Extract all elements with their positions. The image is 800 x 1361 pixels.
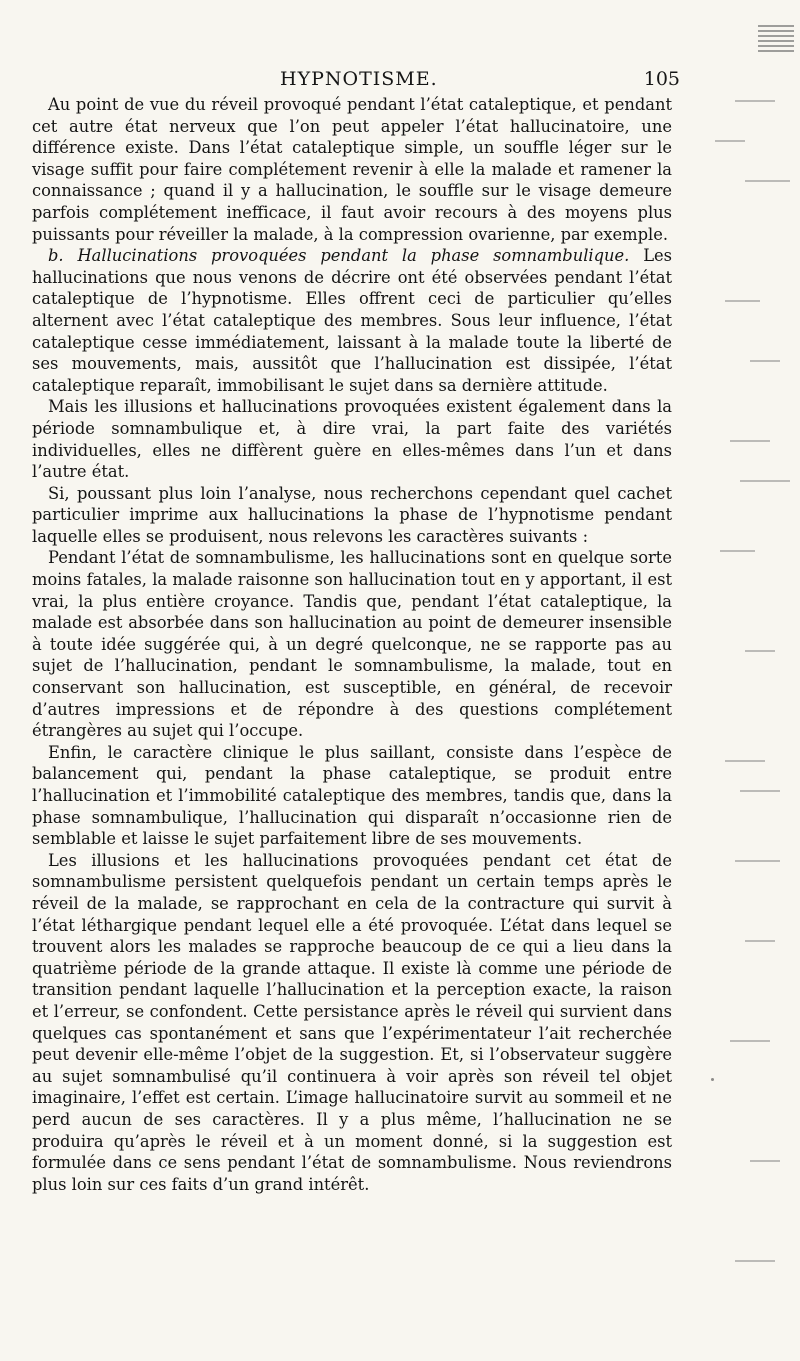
running-title: HYPNOTISME. — [280, 68, 438, 90]
ink-speck — [711, 1078, 714, 1081]
paragraph-2-text: Les hallucinations que nous venons de décrire ont été observées pendant l’état cataleptique de l’hypnotisme. Elles offrent ceci de particulier qu’elles alternent avec l’état cataleptique des membres. Sous leur influence, l’état cataleptique cesse immédiatement, laissant à la malade toute la liberté de ses mouvements, mais, aussitôt que l’hallucination est dissipée, l’état cataleptique reparaît, immobilisant le sujet dans sa dernière attitude. — [32, 246, 673, 395]
margin-mark — [735, 100, 775, 102]
margin-mark — [715, 140, 745, 142]
margin-mark — [725, 300, 760, 302]
margin-mark — [735, 1260, 775, 1262]
margin-mark — [725, 760, 765, 762]
margin-mark — [745, 940, 775, 942]
margin-mark — [730, 1040, 770, 1042]
margin-mark — [750, 360, 780, 362]
margin-mark — [740, 790, 780, 792]
section-label: b. — [48, 246, 64, 266]
bleed-through-margin — [705, 0, 800, 1361]
paragraph-4: Si, poussant plus loin l’analyse, nous recherchons cependant quel cachet particulier imprime aux hallucinations la phase de l’hypnotisme pendant laquelle elles se produisent, nous relevons les caractères suivants : — [32, 483, 672, 546]
paragraph-1: Au point de vue du réveil provoqué pendant l’état cataleptique, et pendant cet autre état nerveux que l’on peut appeler l’état hallucinatoire, une différence existe. Dans l’état cataleptique simple, un souffle léger sur le visage suffit pour faire complétement revenir à elle la malade et ramener la connaissance ; quand il y a hallucination, le souffle sur le visage demeure parfois complétement inefficace, il faut avoir recours à des moyens plus puissants pour réveiller la malade, à la compression ovarienne, par exemple. — [32, 95, 672, 244]
margin-mark — [735, 860, 780, 862]
paragraph-5: Pendant l’état de somnambulisme, les hallucinations sont en quelque sorte moins fatales, la malade raisonne son hallucination tout en y apportant, il est vrai, la plus entière croyance. Tandis que, pendant l’état cataleptique, la malade est absorbée dans son hallucination au point de demeurer insensible à toute idée suggérée qui, à un degré quelconque, ne se rapporte pas au sujet de l’hallucination, pendant le somnambulisme, la malade, tout en conservant son hallucination, est susceptible, en général, de recevoir d’autres impressions et de répondre à des questions complétement étrangères au sujet qui l’occupe. — [32, 548, 672, 741]
body-text — [32, 94, 672, 1195]
paragraph-7: Les illusions et les hallucinations provoquées pendant cet état de somnambulisme persistent quelquefois pendant un certain temps après le réveil de la malade, se rapprochant en cela de la contracture qui survit à l’état léthargique pendant lequel elle a été provoquée. L’état dans lequel se trouvent alors les malades se rapproche beaucoup de ce qui a lieu dans la quatrième période de la grande attaque. Il existe là comme une période de transition pendant laquelle l’hallucination et la perception exacte, la raison et l’erreur, se confondent. Cette persistance après le réveil qui survient dans quelques cas spontanément et sans que l’expérimentateur l’ait recherchée peut devenir elle-même l’objet de la suggestion. Et, si l’observateur suggère au sujet somnambulisé qu’il continuera à voir après son réveil tel objet imaginaire, l’effet est certain. L’image hallucinatoire survit au sommeil et ne perd aucun de ses caractères. Il y a plus même, l’hallucination ne se produira qu’après le réveil et à un moment donné, si la suggestion est formulée dans ce sens pendant l’état de somnambulisme. Nous reviendrons plus loin sur ces faits d’un grand intérêt. — [32, 850, 672, 1194]
margin-mark — [745, 180, 790, 182]
margin-mark — [750, 1160, 780, 1162]
margin-mark — [745, 650, 775, 652]
margin-mark — [740, 480, 790, 482]
margin-mark — [720, 550, 755, 552]
paragraph-2 — [32, 245, 672, 396]
page-number: 105 — [643, 68, 680, 90]
page-header — [24, 68, 684, 94]
margin-mark — [730, 440, 770, 442]
paragraph-6: Enfin, le caractère clinique le plus saillant, consiste dans l’espèce de balancement qui, pendant la phase cataleptique, se produit entre l’hallucination et l’immobilité cataleptique des membres, tandis que, dans la phase somnambulique, l’hallucination qui disparaît n’occasionne rien de semblable et laisse le sujet parfaitement libre de ses mouvements. — [32, 742, 672, 849]
page-corner-mark — [758, 22, 794, 52]
paragraph-3: Mais les illusions et hallucinations provoquées existent également dans la période somnambulique et, à dire vrai, la part faite des variétés individuelles, elles ne diffèrent guère en elles-mêmes dans l’un et dans l’autre état. — [32, 397, 672, 482]
section-heading: Hallucinations provoquées pendant la phase somnambulique. — [77, 246, 630, 266]
